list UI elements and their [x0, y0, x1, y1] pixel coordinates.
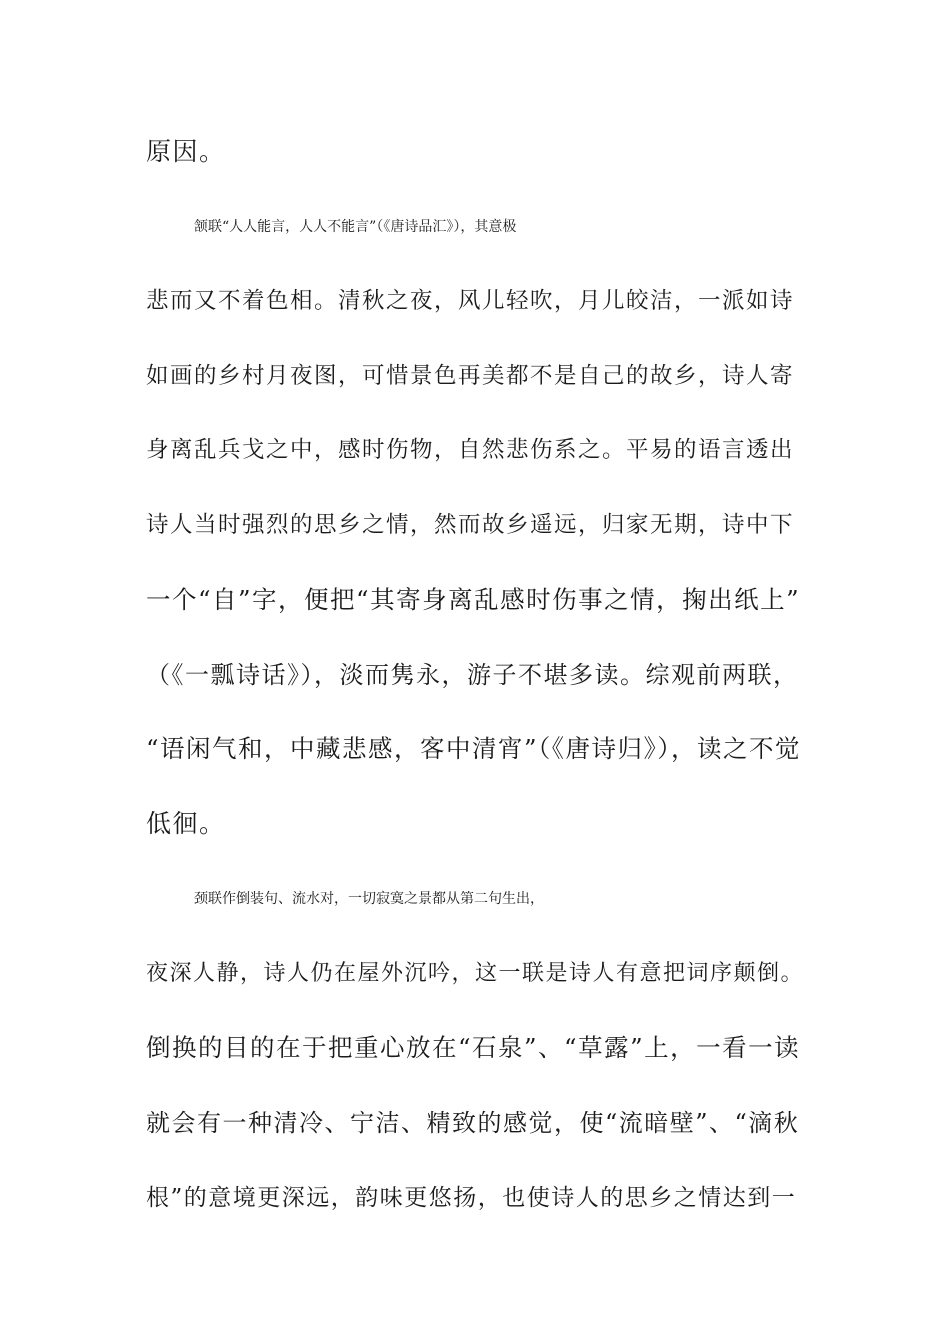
- text-line-4: 如画的乡村月夜图，可惜景色再美都不是自己的故乡，诗人寄: [146, 363, 795, 389]
- text-line-1: 原因。: [146, 137, 226, 166]
- text-line-8: （《一瓢诗话》），淡而隽永，游子不堪多读。综观前两联，: [146, 661, 799, 689]
- text-line-7: 一个“自”字，便把“其寄身离乱感时伤事之情，掬出纸上”: [146, 585, 801, 614]
- text-line-2: 颔联“人人能言，人人不能言”（《唐诗品汇》），其意极: [194, 219, 517, 235]
- text-line-14: 就会有一种清冷、宁洁、精致的感觉，使“流暗壁”、“滴秋: [146, 1109, 800, 1137]
- text-line-5: 身离乱兵戈之中，感时伤物，自然悲伤系之。平易的语言透出: [146, 437, 795, 463]
- text-line-9: “语闲气和，中藏悲感，客中清宵”（《唐诗归》），读之不觉: [146, 734, 802, 763]
- text-line-3: 悲而又不着色相。清秋之夜，风儿轻吹，月儿皎洁，一派如诗: [146, 288, 795, 314]
- text-line-12: 夜深人静，诗人仍在屋外沉吟，这一联是诗人有意把词序颠倒。: [146, 961, 805, 986]
- text-line-10: 低徊。: [146, 809, 226, 838]
- text-line-15: 根”的意境更深远，韵味更悠扬，也使诗人的思乡之情达到一: [146, 1185, 797, 1211]
- text-line-11: 颈联作倒装句、流水对，一切寂寞之景都从第二句生出，: [194, 891, 544, 907]
- text-line-6: 诗人当时强烈的思乡之情，然而故乡遥远，归家无期，诗中下: [146, 512, 795, 538]
- text-line-13: 倒换的目的在于把重心放在“石泉”、“草露”上，一看一读: [146, 1033, 801, 1062]
